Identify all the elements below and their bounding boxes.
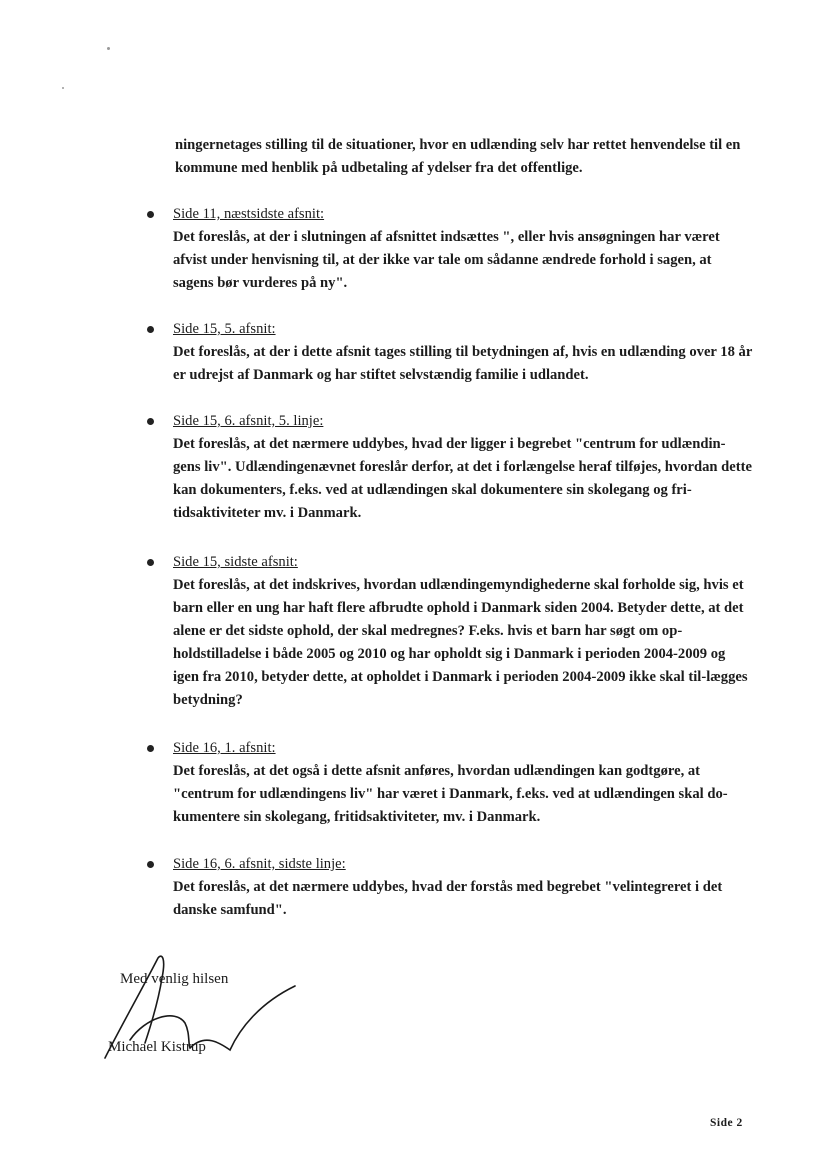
bullet-icon bbox=[147, 326, 154, 333]
bullet-icon bbox=[147, 418, 154, 425]
item-heading: Side 15, 5. afsnit: bbox=[173, 321, 276, 337]
page-number: Side 2 bbox=[710, 1117, 743, 1129]
item-body: Det foreslås, at det også i dette afsnit anføres, hvordan udlændingen kan godtgøre, at "centrum for udlændingens liv" har været i Danmark, f.eks. ved at udlændingen skal do-kumentere sin skolegang, fritidsaktiviteter, mv. i Danmark. bbox=[173, 763, 728, 825]
bullet-icon bbox=[147, 559, 154, 566]
item-body: Det foreslås, at det nærmere uddybes, hvad der ligger i begrebet "centrum for udlændin-gens liv". Udlændingenævnet foreslår derfor, at det i forlængelse heraf tilføjes, hvordan dette kan dokumenters, f.eks. ved at udlændingen skal dokumentere sin skolegang og fri-tidsaktiviteter mv. i Danmark. bbox=[173, 436, 752, 521]
item-body: Det foreslås, at det nærmere uddybes, hvad der forstås med begrebet "velintegreret i det danske samfund". bbox=[173, 879, 723, 918]
scan-speck bbox=[107, 47, 110, 50]
item-heading: Side 16, 6. afsnit, sidste linje: bbox=[173, 856, 346, 872]
closing-greeting: Med venlig hilsen bbox=[120, 971, 229, 987]
intro-paragraph: ningernetages stilling til de situationer, hvor en udlænding selv har rettet henvendelse til en kommune med henblik på udbetaling af ydelser fra det offentlige. bbox=[175, 137, 741, 176]
signer-name: Michael Kistrup bbox=[108, 1039, 206, 1055]
bullet-icon bbox=[147, 745, 154, 752]
item-heading: Side 11, næstsidste afsnit: bbox=[173, 206, 325, 222]
item-heading: Side 16, 1. afsnit: bbox=[173, 740, 276, 756]
item-body: Det foreslås, at der i dette afsnit tages stilling til betydningen af, hvis en udlænding over 18 år er udrejst af Danmark og har stiftet selvstændig familie i udlandet. bbox=[173, 344, 753, 383]
bullet-icon bbox=[147, 211, 154, 218]
item-body: Det foreslås, at der i slutningen af afsnittet indsættes ", eller hvis ansøgningen har været afvist under henvisning til, at der ikke var tale om sådanne ændrede forhold i sagen, at sagens bør vurderes på ny". bbox=[173, 229, 720, 291]
item-body: Det foreslås, at det indskrives, hvordan udlændingemyndighederne skal forholde sig, hvis et barn eller en ung har haft flere afbrudte ophold i Danmark siden 2004. Betyder dette, at det alene er det sidste ophold, der skal medregnes? F.eks. hvis et barn har søgt om op-holdstilladelse i både 2005 og 2010 og har opholdt sig i Danmark i perioden 2004-2009 og igen fra 2010, betyder dette, at opholdet i Danmark i perioden 2004-2009 ikke skal til-lægges betydning? bbox=[173, 577, 748, 708]
item-heading: Side 15, sidste afsnit: bbox=[173, 554, 298, 570]
bullet-icon bbox=[147, 861, 154, 868]
item-heading: Side 15, 6. afsnit, 5. linje: bbox=[173, 413, 324, 429]
scan-speck bbox=[62, 87, 64, 89]
